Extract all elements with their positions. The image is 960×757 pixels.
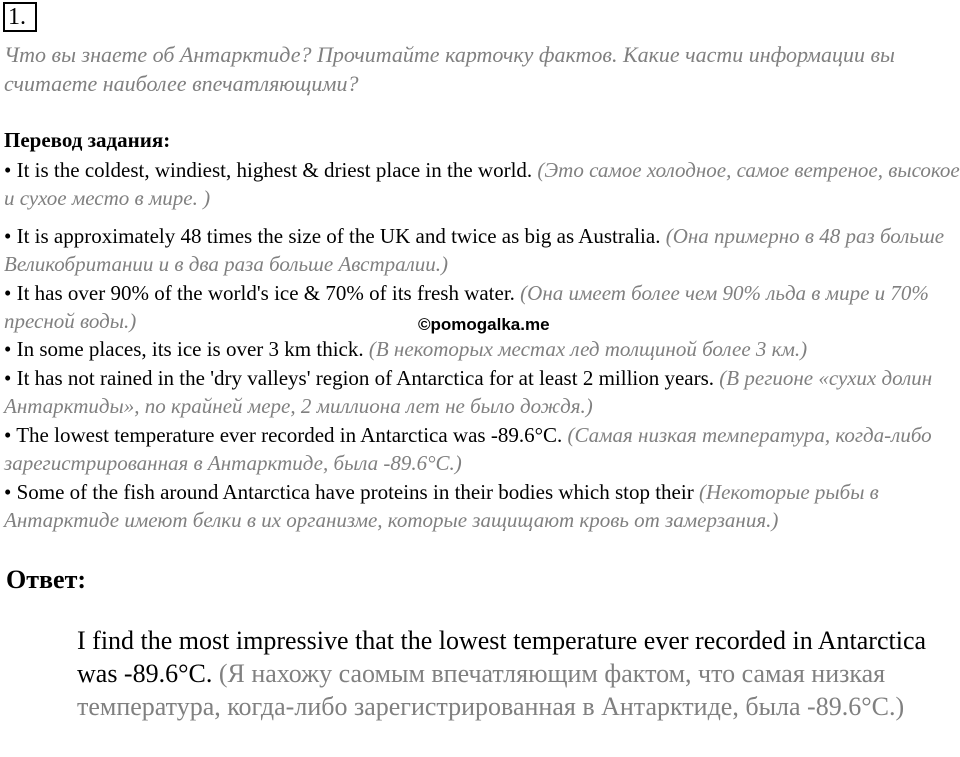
- fact-en: • Some of the fish around Antarctica have proteins in their bodies which stop their: [4, 480, 694, 504]
- fact-en: • In some places, its ice is over 3 km thick.: [4, 337, 364, 361]
- fact-ru: (В некоторых местах лед толщиной более 3 км.): [368, 337, 808, 361]
- fact-en: • It is approximately 48 times the size of the UK and twice as big as Australia.: [4, 224, 661, 248]
- task-text: Что вы знаете об Антарктиде? Прочитайте карточку фактов. Какие части информации вы считаете наиболее впечатляющими?: [4, 42, 895, 96]
- fact-en: • It is the coldest, windiest, highest & driest place in the world.: [4, 158, 533, 182]
- fact-ru: (Она имеет более чем 90% льда в мире и 70% пресной воды.): [4, 281, 929, 333]
- translation-heading: Перевод задания:: [4, 128, 171, 152]
- fact-ru: (Самая низкая температура, когда-либо зарегистрированная в Антарктиде, была -89.6°C.): [4, 423, 932, 475]
- fact-ru: (Некоторые рыбы в Антарктиде имеют белки в их организме, которые защищают кровь от замерзания.): [4, 480, 879, 532]
- fact-ru: (В регионе «сухих долин Антарктиды», по крайней мере, 2 миллиона лет не было дождя.): [4, 366, 933, 418]
- fact-item: [4, 421, 960, 477]
- watermark: ©pomogalka.me: [418, 315, 550, 334]
- fact-item: [4, 364, 960, 420]
- fact-item: [4, 335, 960, 363]
- answer-label: Ответ:: [6, 565, 87, 594]
- fact-item: [4, 478, 960, 534]
- fact-en: • It has not rained in the 'dry valleys' region of Antarctica for at least 2 million years.: [4, 366, 715, 390]
- answer-text: [77, 624, 947, 723]
- fact-item: [4, 222, 960, 278]
- answer-en: I find the most impressive that the lowest temperature ever recorded in Antarctica was -89.6°C.: [77, 626, 927, 688]
- exercise-number: 1.: [3, 2, 37, 32]
- fact-ru: (Это самое холодное, самое ветреное, высокое и сухое место в мире. ): [4, 158, 960, 210]
- answer-ru: (Я нахожу саомым впечатляющим фактом, что самая низкая температура, когда-либо зарегистрированная в Антарктиде, была -89.6°C.): [77, 659, 905, 721]
- fact-en: • It has over 90% of the world's ice & 70% of its fresh water.: [4, 281, 515, 305]
- fact-en: • The lowest temperature ever recorded in Antarctica was -89.6°C.: [4, 423, 563, 447]
- fact-item: [4, 156, 960, 212]
- fact-ru: (Она примерно в 48 раз больше Великобритании и в два раза больше Австралии.): [4, 224, 945, 276]
